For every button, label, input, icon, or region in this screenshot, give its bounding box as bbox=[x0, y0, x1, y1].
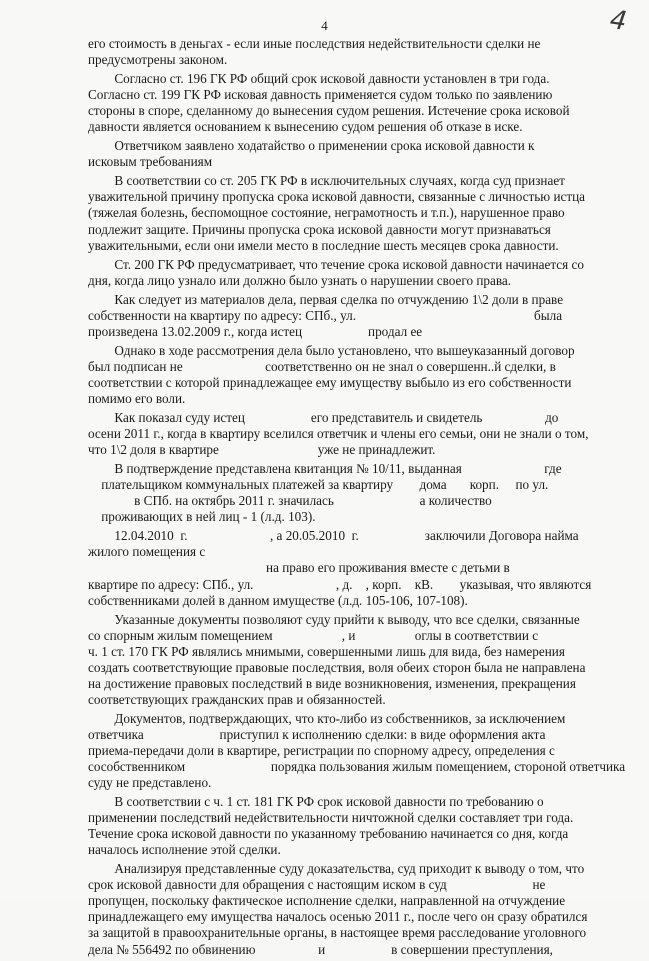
text-line: началось исполнение этой сделки. bbox=[88, 842, 281, 858]
text-line: приема-передачи доли в квартире, регистрации по спорному адресу, определения с bbox=[88, 742, 555, 758]
text-line: Указанные документы позволяют суду прийти к выводу, что все сделки, связанные bbox=[88, 611, 580, 627]
text-line: что 1\2 доля в квартире уже не принадлежит. bbox=[88, 442, 436, 458]
text-line: В соответствии с ч. 1 ст. 181 ГК РФ срок исковой давности по требованию о bbox=[88, 794, 544, 810]
text-line: на право его проживания вместе с детьми в bbox=[88, 560, 510, 576]
paragraph bbox=[88, 710, 626, 791]
handwritten-page-mark: 4 bbox=[608, 4, 630, 38]
text-line: собственниками долей в данном имуществе (л.д. 105-106, 107-108). bbox=[88, 592, 468, 608]
text-line: со спорным жилым помещением , и оглы в соответствии с bbox=[88, 627, 539, 643]
text-line: Ответчиком заявлено ходатайство о применении срока исковой давности к bbox=[88, 138, 535, 154]
text-line: был подписан не соответственно он не знал о совершенн..й сделки, в bbox=[88, 358, 556, 374]
text-line: Как показал суду истец его представитель и свидетель до bbox=[88, 410, 559, 426]
text-line: Ст. 200 ГК РФ предусматривает, что течение срока исковой давности начинается со bbox=[88, 256, 584, 272]
text-line: стороны в споре, сделанному до вынесения судом решения. Истечение срока исковой bbox=[88, 103, 570, 119]
page-number: 4 bbox=[321, 18, 328, 33]
text-line: дела № 556492 по обвинению и в совершении преступления, bbox=[88, 941, 553, 957]
text-line: суду не представлено. bbox=[88, 775, 212, 791]
text-line: ответчика приступил к исполнению сделки: в виде оформления акта bbox=[88, 726, 546, 742]
document-body bbox=[88, 36, 626, 961]
paragraph bbox=[88, 612, 610, 708]
paragraph bbox=[88, 36, 610, 68]
text-line: В подтверждение представлена квитанция № 10/11, выданная где bbox=[88, 461, 562, 477]
paragraph bbox=[88, 292, 610, 340]
text-line: квартире по адресу: СПб., ул. , д. , корп. кВ. указывая, что являются bbox=[88, 576, 592, 592]
text-line: создать соответствующие правовые последствия, воля обеих сторон была не направлена bbox=[88, 659, 586, 675]
paragraph bbox=[88, 257, 610, 289]
text-line: жилого помещения с bbox=[88, 544, 479, 560]
text-line: плательщиком коммунальных платежей за квартиру дома корп. по ул. bbox=[88, 477, 549, 493]
text-line: его стоимость в деньгах - если иные последствия недействительности сделки не bbox=[88, 36, 541, 51]
text-line: соответствующих гражданских прав и обязанностей. bbox=[88, 691, 386, 707]
text-line: В соответствии со ст. 205 ГК РФ в исключительных случаях, когда суд признает bbox=[88, 173, 565, 189]
text-line: срок исковой давности для обращения с настоящим иском в суд не bbox=[88, 877, 546, 893]
text-line: в СПб. на октябрь 2011 г. значилась а количество bbox=[88, 493, 492, 509]
text-line: на достижение правовых последствий в виде возникновения, изменения, прекращения bbox=[88, 675, 576, 691]
text-line: проживающих в ней лиц - 1 (л.д. 103). bbox=[88, 509, 316, 525]
text-line: (тяжелая болезнь, беспомощное состояние, неграмотность и т.п.), нарушенное право bbox=[88, 205, 565, 221]
text-line: ч. 1 ст. 170 ГК РФ являлись мнимыми, совершенными лишь для вида, без намерения bbox=[88, 643, 565, 659]
paragraph bbox=[88, 861, 610, 957]
paragraph bbox=[88, 410, 610, 458]
text-line: Документов, подтверждающих, что кто-либо из собственников, за исключением bbox=[88, 710, 566, 726]
text-line: предусмотрены законом. bbox=[88, 52, 228, 68]
paragraph bbox=[88, 528, 610, 608]
paragraph bbox=[88, 343, 610, 407]
text-line: дня, когда лицо узнало или должно было узнать о нарушении своего права. bbox=[88, 272, 512, 288]
text-line: осени 2011 г., когда в квартиру вселился ответчик и члены его семьи, они не знали о том, bbox=[88, 426, 589, 442]
text-line: пропущен, поскольку фактическое исполнение сделки, направленной на отчуждение bbox=[88, 893, 566, 909]
text-line: произведена 13.02.2009 г., когда истец продал ее bbox=[88, 323, 423, 339]
paragraph bbox=[88, 173, 610, 253]
text-line: сособственником порядка пользования жилым помещением, стороной ответчика bbox=[88, 759, 626, 775]
text-line: помимо его воли. bbox=[88, 390, 186, 406]
text-line: исковым требованиям bbox=[88, 154, 213, 170]
paragraph bbox=[88, 794, 610, 858]
text-line: Однако в ходе рассмотрения дела было установлено, что вышеуказанный договор bbox=[88, 342, 575, 358]
text-line: Как следует из материалов дела, первая сделка по отчуждению 1\2 доли в праве bbox=[88, 291, 564, 307]
text-line: собственности на квартиру по адресу: СПб., ул. была bbox=[88, 307, 563, 323]
text-line: 12.04.2010 г. , а 20.05.2010 г. заключили Договора найма bbox=[88, 528, 579, 544]
text-line: Течение срока исковой давности по указанному требованию начинается со дня, когда bbox=[88, 826, 569, 842]
text-line: Анализируя представленные суду доказательства, суд приходит к выводу о том, что bbox=[88, 861, 585, 877]
text-line: принадлежащего ему имущества началось осенью 2011 г., после чего он сразу обратился bbox=[88, 909, 588, 925]
text-line: давности является основанием к вынесению судом решения об отказе в иске. bbox=[88, 119, 523, 135]
text-line: за защитой в правоохранительные органы, в настоящее время расследование уголовного bbox=[88, 925, 587, 941]
text-line: уважительной причину пропуска срока исковой давности, связанные с личностью истца bbox=[88, 189, 586, 205]
text-line: Согласно ст. 199 ГК РФ исковая давность применяется судом только по заявлению bbox=[88, 87, 553, 103]
text-line: Согласно ст. 196 ГК РФ общий срок исковой давности установлен в три года. bbox=[88, 71, 550, 87]
paragraph bbox=[88, 461, 610, 525]
paragraph bbox=[88, 71, 610, 135]
text-line: подлежит защите. Причины пропуска срока исковой давности могут признаваться bbox=[88, 221, 551, 237]
paragraph bbox=[88, 138, 610, 170]
text-line: применении последствий недействительности ничтожной сделки составляет три года. bbox=[88, 810, 574, 826]
text-line: соответствии с которой принадлежащее ему имуществу выбыло из его собственности bbox=[88, 374, 572, 390]
text-line: уважительными, если они имели место в последние шесть месяцев срока давности. bbox=[88, 237, 559, 253]
